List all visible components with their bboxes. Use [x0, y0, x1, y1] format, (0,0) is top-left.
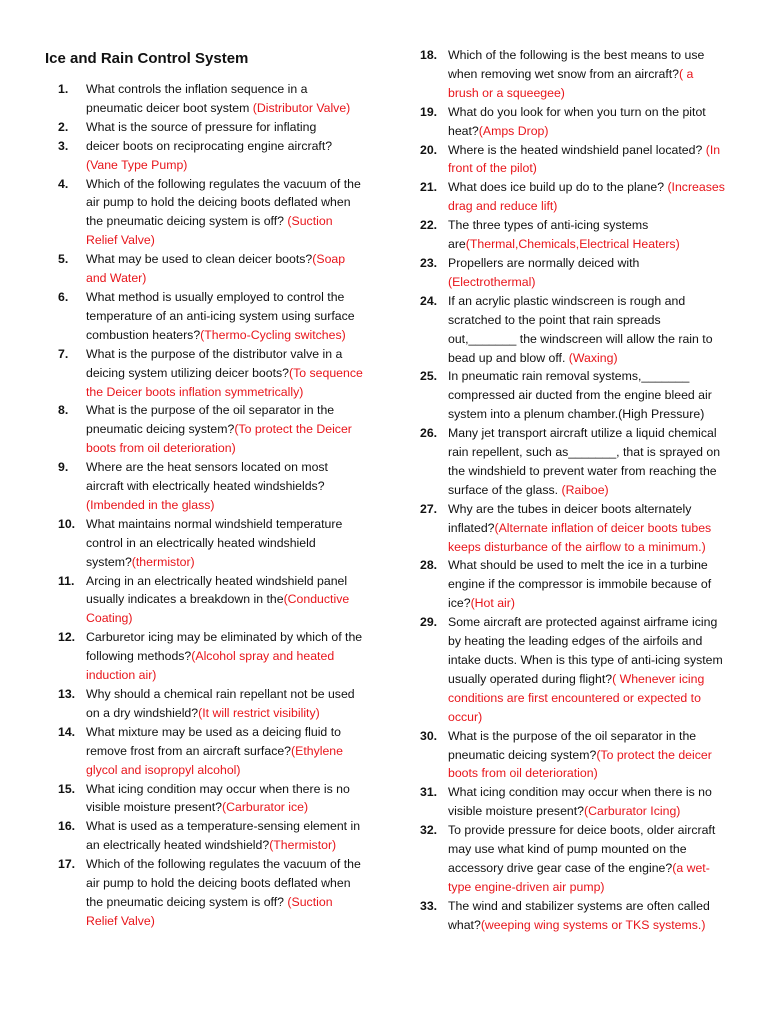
question-item: [58, 572, 363, 629]
answer-text: (To protect the Deicer boots from oil deterioration): [86, 422, 352, 456]
question-item: [420, 613, 725, 726]
question-text: What icing condition may occur when there is no visible moisture present?: [448, 785, 712, 819]
question-item: [58, 855, 363, 931]
answer-text: (To sequence the Deicer boots inflation symmetrically): [86, 365, 363, 399]
question-item: [420, 500, 725, 557]
answer-text: (Vane Type Pump): [86, 157, 188, 172]
answer-text: (Imbended in the glass): [86, 497, 215, 512]
answer-text: (Alternate inflation of deicer boots tubes keeps disturbance of the airflow to a minimum.): [448, 520, 712, 554]
question-text: What is used as a temperature-sensing element in an electrically heated windshield?: [86, 819, 361, 853]
question-number: 24.: [420, 293, 438, 308]
answer-text: (Hot air): [470, 596, 515, 611]
question-item: [420, 292, 725, 368]
question-number: 19.: [420, 104, 438, 119]
question-text: To provide pressure for deice boots, older aircraft may use what kind of pump mounted on the accessory drive gear case of the engine?: [448, 823, 716, 875]
answer-text: (Waxing): [568, 350, 618, 365]
question-item: [58, 80, 363, 118]
answer-text: ( a brush or a squeegee): [448, 66, 694, 100]
answer-text: (Electrothermal): [448, 274, 536, 289]
question-number: 23.: [420, 255, 438, 270]
answer-text: (Carburator ice): [222, 800, 309, 815]
answer-text: (Raiboe): [561, 482, 609, 497]
answer-text: (Ethylene glycol and isopropyl alcohol): [86, 743, 343, 777]
question-item: [58, 250, 363, 288]
question-number: 14.: [58, 724, 76, 739]
answer-text: ( Whenever icing conditions are first encountered or expected to occur): [448, 671, 705, 724]
question-item: [420, 367, 725, 424]
question-item: [420, 556, 725, 613]
question-item: [420, 141, 725, 179]
answer-text: (It will restrict visibility): [198, 705, 320, 720]
document-title: Ice and Rain Control System: [45, 50, 249, 67]
question-text: What method is usually employed to control the temperature of an anti-icing system using surface combustion heaters?: [86, 289, 355, 342]
question-text: In pneumatic rain removal systems,_______ compressed air ducted from the engine bleed air system into a plenum chamber.(High Pressure): [448, 369, 712, 422]
question-item: [420, 821, 725, 897]
question-number: 1.: [58, 82, 69, 96]
question-text: What does ice build up do to the plane?: [448, 180, 668, 195]
question-number: 20.: [420, 142, 438, 157]
question-item: [420, 103, 725, 141]
question-text: Propellers are normally deiced with: [448, 255, 640, 270]
answer-text: (Amps Drop): [478, 123, 549, 138]
question-text: Why should a chemical rain repellant not be used on a dry windshield?: [86, 687, 355, 720]
question-text: What may be used to clean deicer boots?: [86, 252, 313, 267]
question-item: [58, 723, 363, 780]
question-text: What icing condition may occur when there is no visible moisture present?: [86, 781, 350, 815]
question-text: What is the purpose of the oil separator in the pneumatic deicing system?: [448, 728, 697, 762]
right-question-column: [420, 46, 725, 935]
answer-text: (Increases drag and reduce lift): [448, 180, 725, 214]
question-number: 12.: [58, 630, 76, 645]
answer-text: (a wet-type engine-driven air pump): [448, 860, 710, 894]
left-question-column: [58, 80, 363, 931]
question-text: What is the purpose of the oil separator in the pneumatic deicing system?: [86, 403, 335, 437]
question-number: 29.: [420, 615, 438, 630]
question-text: Which of the following regulates the vacuum of the air pump to hold the deicing boots deflated when the pneumatic deicing system is off?: [86, 857, 361, 909]
question-item: [58, 458, 363, 515]
question-text: What is the purpose of the distributor valve in a deicing system utilizing deicer boots?: [86, 346, 343, 380]
answer-text: (Alcohol spray and heated induction air): [86, 649, 335, 683]
question-number: 8.: [58, 403, 69, 418]
question-text: Which of the following regulates the vacuum of the air pump to hold the deicing boots deflated when the pneumatic deicing system is off?: [86, 176, 361, 229]
question-item: [420, 178, 725, 216]
question-item: [58, 137, 363, 175]
question-item: [58, 288, 363, 345]
question-text: Where is the heated windshield panel located?: [448, 142, 706, 157]
question-item: [58, 118, 363, 137]
answer-text: (weeping wing systems or TKS systems.): [480, 917, 706, 932]
question-number: 3.: [58, 138, 69, 153]
answer-text: (Soap and Water): [86, 252, 346, 286]
question-item: [58, 175, 363, 251]
question-number: 6.: [58, 289, 69, 304]
question-text: Arcing in an electrically heated windshield panel usually indicates a breakdown in the: [86, 573, 348, 607]
question-number: 16.: [58, 819, 76, 834]
question-item: [58, 628, 363, 685]
question-item: [58, 515, 363, 572]
question-text: What is the source of pressure for inflating: [86, 119, 317, 134]
question-text: What mixture may be used as a deicing fluid to remove frost from an aircraft surface?: [86, 724, 341, 758]
question-item: [420, 727, 725, 784]
question-number: 15.: [58, 781, 76, 796]
question-text: Carburetor icing may be eliminated by which of the following methods?: [86, 630, 363, 664]
question-item: [58, 685, 363, 723]
question-text: Many jet transport aircraft utilize a liquid chemical rain repellent, such as_______, that is sprayed on the windshield to prevent water from reaching the surface of the glass.: [448, 426, 721, 497]
question-number: 9.: [58, 460, 69, 475]
question-item: [420, 897, 725, 935]
answer-text: (thermistor): [131, 554, 195, 569]
answer-text: (Conductive Coating): [86, 592, 350, 626]
question-number: 17.: [58, 857, 76, 872]
answer-text: (Distributor Valve): [252, 100, 351, 115]
question-item: [420, 783, 725, 821]
answer-text: (Suction Relief Valve): [86, 894, 333, 928]
question-number: 22.: [420, 218, 438, 233]
question-text: The wind and stabilizer systems are often called what?: [448, 898, 710, 932]
question-item: [420, 254, 725, 292]
question-item: [58, 345, 363, 402]
question-item: [420, 424, 725, 500]
question-text: Why are the tubes in deicer boots alternately inflated?: [448, 501, 692, 535]
question-text: What maintains normal windshield temperature control in an electrically heated windshield system?: [86, 516, 343, 569]
question-number: 7.: [58, 346, 69, 361]
answer-text: (Thermo-Cycling switches): [200, 327, 346, 342]
question-text: Which of the following is the best means to use when removing wet snow from an aircraft?: [448, 48, 705, 81]
question-number: 13.: [58, 687, 76, 701]
question-number: 32.: [420, 823, 438, 838]
question-number: 2.: [58, 119, 69, 134]
question-text: If an acrylic plastic windscreen is rough and scratched to the point that rain spreads out,_______ the windscreen will allow the rain to bead up and blow off.: [448, 293, 713, 365]
question-text: The three types of anti-icing systems are: [448, 218, 649, 252]
question-number: 5.: [58, 252, 69, 267]
answer-text: (Suction Relief Valve): [86, 214, 333, 248]
question-number: 25.: [420, 369, 438, 384]
question-item: [58, 817, 363, 855]
question-text: Where are the heat sensors located on most aircraft with electrically heated windshields?: [86, 460, 328, 494]
question-number: 33.: [420, 898, 438, 913]
question-number: 4.: [58, 176, 69, 191]
question-number: 10.: [58, 516, 76, 531]
question-number: 31.: [420, 785, 438, 800]
question-item: [58, 780, 363, 818]
answer-text: (In front of the pilot): [448, 142, 721, 176]
question-item: [420, 216, 725, 254]
question-number: 21.: [420, 180, 438, 195]
question-number: 18.: [420, 48, 438, 62]
answer-text: (Carburator Icing): [584, 804, 681, 819]
question-text: deicer boots on reciprocating engine aircraft?: [86, 138, 333, 153]
question-number: 11.: [58, 573, 75, 588]
question-item: [420, 46, 725, 103]
question-text: What should be used to melt the ice in a turbine engine if the compressor is immobile because of ice?: [448, 558, 712, 611]
answer-text: (Thermistor): [269, 838, 337, 853]
question-text: What controls the inflation sequence in a pneumatic deicer boot system: [86, 82, 308, 115]
question-number: 30.: [420, 728, 438, 743]
answer-text: (To protect the deicer boots from oil deterioration): [448, 747, 712, 781]
answer-text: (Thermal,Chemicals,Electrical Heaters): [465, 237, 680, 252]
question-number: 27.: [420, 501, 438, 516]
question-text: Some aircraft are protected against airframe icing by heating the leading edges of the airfoils and intake ducts. When is this type of anti-icing system usually operated during flight?: [448, 615, 723, 686]
question-item: [58, 401, 363, 458]
question-number: 26.: [420, 426, 438, 441]
question-number: 28.: [420, 558, 438, 573]
question-text: What do you look for when you turn on the pitot heat?: [448, 104, 706, 138]
